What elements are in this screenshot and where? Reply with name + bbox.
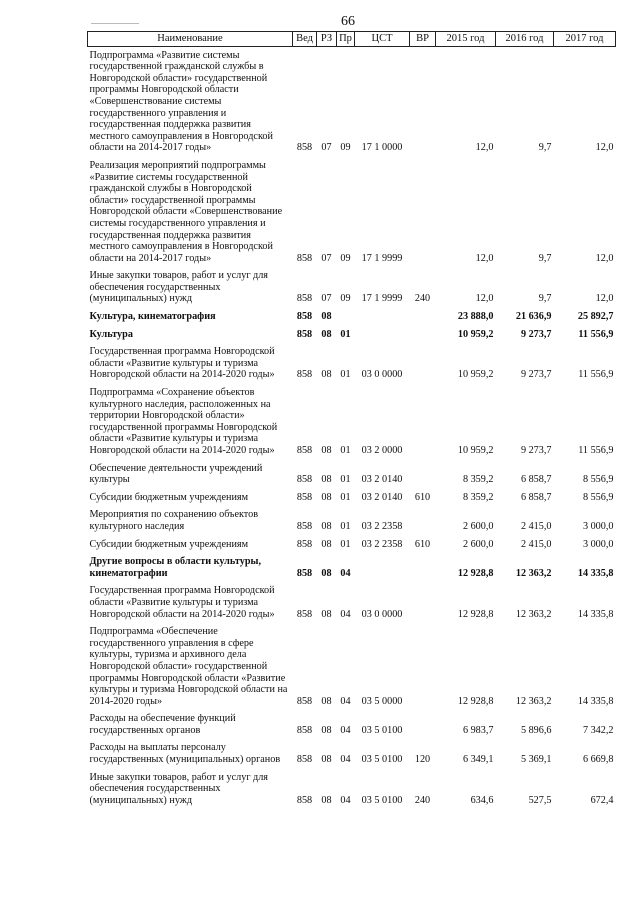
row-vr: 610 bbox=[414, 491, 431, 503]
row-pr: 01 bbox=[340, 445, 351, 456]
row-2016: 6 858,7 bbox=[520, 474, 552, 486]
table-row bbox=[88, 553, 616, 582]
row-2016: 9,7 bbox=[538, 142, 552, 154]
row-rz: 08 bbox=[321, 754, 332, 766]
row-vr: 610 bbox=[414, 538, 431, 550]
header-2016: 2016 год bbox=[496, 32, 554, 47]
row-rz: 08 bbox=[321, 369, 332, 381]
row-vr: 240 bbox=[414, 293, 431, 305]
scan-mark bbox=[91, 23, 139, 24]
row-2015: 634,6 bbox=[470, 794, 494, 806]
row-ved: 858 bbox=[296, 142, 313, 154]
header-cst: ЦСТ bbox=[355, 32, 410, 47]
row-2016: 21 636,9 bbox=[515, 311, 552, 323]
table-row bbox=[88, 308, 616, 326]
row-2017: 12,0 bbox=[595, 293, 614, 305]
row-rz: 08 bbox=[321, 445, 332, 456]
row-cst: 03 5 0100 bbox=[361, 754, 403, 766]
table-row bbox=[88, 769, 616, 810]
row-name: Другие вопросы в области культуры, кинематографии bbox=[89, 556, 262, 579]
row-vr: 240 bbox=[414, 794, 431, 806]
row-name: Мероприятия по сохранению объектов культурного наследия bbox=[89, 509, 259, 532]
row-name: Подпрограмма «Сохранение объектов культурного наследия, расположенных на территории Новгородской области» государственной программы Новгородской области «Развитие культуры и туризма Новгородской области на 2014-2020 годы» bbox=[89, 387, 278, 456]
row-name: Субсидии бюджетным учреждениям bbox=[89, 538, 249, 550]
row-pr: 09 bbox=[340, 252, 351, 264]
row-name: Культура, кинематография bbox=[89, 311, 216, 323]
table-row bbox=[88, 460, 616, 489]
row-rz: 08 bbox=[321, 695, 332, 707]
row-vr bbox=[410, 582, 436, 623]
row-vr: 120 bbox=[414, 754, 431, 766]
row-pr: 01 bbox=[340, 491, 351, 503]
row-2016: 9 273,7 bbox=[520, 445, 552, 456]
row-2017: 3 000,0 bbox=[582, 520, 614, 532]
row-2016: 5 369,1 bbox=[520, 754, 552, 766]
row-2016: 12 363,2 bbox=[515, 608, 552, 620]
row-rz: 08 bbox=[321, 311, 332, 323]
row-ved: 858 bbox=[296, 328, 313, 340]
row-rz: 08 bbox=[321, 491, 332, 503]
row-ved: 858 bbox=[296, 311, 313, 323]
row-cst bbox=[355, 308, 410, 326]
row-rz: 08 bbox=[321, 567, 332, 579]
row-2017: 11 556,9 bbox=[578, 369, 614, 381]
row-2016: 9,7 bbox=[538, 293, 552, 305]
row-pr: 04 bbox=[340, 608, 351, 620]
row-vr bbox=[410, 710, 436, 739]
row-2015: 8 359,2 bbox=[462, 491, 494, 503]
row-ved: 858 bbox=[296, 369, 313, 381]
row-name: Реализация мероприятий подпрограммы «Развитие системы государственной гражданской службы в Новгородской области» государственной программы Новгородской области «Совершенствование системы государственного управления и государственная поддержка развития местного самоуправления в Новгородской области на 2014-2017 годы» bbox=[89, 159, 283, 264]
row-cst: 03 0 0000 bbox=[361, 369, 403, 381]
row-ved: 858 bbox=[296, 293, 313, 305]
row-2015: 8 359,2 bbox=[462, 474, 494, 486]
row-2017: 3 000,0 bbox=[582, 538, 614, 550]
row-pr bbox=[337, 308, 355, 326]
row-ved: 858 bbox=[296, 724, 313, 736]
row-name: Подпрограмма «Обеспечение государственного управления в сфере культуры, туризма и архивного дела Новгородской области» государственной программы Новгородской области «Развитие культуры и туризма Новгородской области на 2014-2020 годы» bbox=[89, 626, 288, 707]
row-name: Государственная программа Новгородской области «Развитие культуры и туризма Новгородской области на 2014-2020 годы» bbox=[89, 346, 275, 381]
row-name: Обеспечение деятельности учреждений культуры bbox=[89, 462, 263, 486]
header-ved: Вед bbox=[293, 32, 317, 47]
row-2016: 6 858,7 bbox=[520, 491, 552, 503]
row-2017: 8 556,9 bbox=[582, 474, 614, 486]
row-2015: 23 888,0 bbox=[457, 311, 494, 323]
row-2016: 12 363,2 bbox=[515, 567, 552, 579]
row-2017: 8 556,9 bbox=[582, 491, 614, 503]
row-cst: 03 5 0100 bbox=[361, 724, 403, 736]
row-vr bbox=[410, 326, 436, 344]
row-name: Расходы на обеспечение функций государственных органов bbox=[89, 713, 236, 736]
row-2015: 2 600,0 bbox=[462, 520, 494, 532]
row-cst: 17 1 9999 bbox=[361, 252, 403, 264]
table-row bbox=[88, 506, 616, 535]
row-ved: 858 bbox=[296, 608, 313, 620]
row-cst: 03 2 0140 bbox=[361, 491, 403, 503]
table-row bbox=[88, 536, 616, 554]
row-2015: 12 928,8 bbox=[457, 567, 494, 579]
row-cst bbox=[355, 553, 410, 582]
header-vr: ВР bbox=[410, 32, 436, 47]
row-2017: 11 556,9 bbox=[578, 445, 614, 456]
row-2015: 6 349,1 bbox=[462, 754, 494, 766]
row-name: Государственная программа Новгородской области «Развитие культуры и туризма Новгородской области на 2014-2020 годы» bbox=[89, 585, 275, 620]
table-header bbox=[88, 32, 616, 47]
row-2015: 6 983,7 bbox=[462, 724, 494, 736]
row-cst: 03 2 2358 bbox=[361, 520, 403, 532]
row-2017: 25 892,7 bbox=[577, 311, 614, 323]
row-ved: 858 bbox=[296, 491, 313, 503]
row-2017: 12,0 bbox=[595, 142, 614, 154]
row-vr bbox=[410, 460, 436, 489]
row-vr bbox=[410, 384, 436, 460]
row-ved: 858 bbox=[296, 252, 313, 264]
row-2016: 12 363,2 bbox=[515, 695, 552, 707]
row-cst: 03 0 0000 bbox=[361, 608, 403, 620]
row-ved: 858 bbox=[296, 520, 313, 532]
row-name: Иные закупки товаров, работ и услуг для обеспечения государственных (муниципальных) нужд bbox=[89, 771, 268, 806]
row-2015: 10 959,2 bbox=[457, 328, 494, 340]
row-pr: 04 bbox=[340, 794, 351, 806]
table-row bbox=[88, 739, 616, 768]
row-pr: 04 bbox=[340, 724, 351, 736]
row-rz: 07 bbox=[321, 293, 332, 305]
table-row bbox=[88, 267, 616, 308]
row-vr bbox=[410, 46, 436, 157]
page-number: 66 bbox=[341, 14, 355, 29]
row-pr: 04 bbox=[340, 754, 351, 766]
row-2015: 12,0 bbox=[475, 142, 494, 154]
budget-table bbox=[87, 31, 616, 809]
row-cst: 03 5 0100 bbox=[361, 794, 403, 806]
row-2017: 11 556,9 bbox=[578, 328, 614, 340]
row-vr bbox=[410, 553, 436, 582]
row-name: Подпрограмма «Развитие системы государственной гражданской службы в Новгородской области» государственной программы Новгородской области «Совершенствование системы государственного управления и государственная поддержка развития местного самоуправления в Новгородской области на 2014-2017 годы» bbox=[89, 49, 273, 154]
table-row bbox=[88, 46, 616, 157]
row-2016: 9 273,7 bbox=[520, 369, 552, 381]
row-2016: 5 896,6 bbox=[520, 724, 552, 736]
row-pr: 01 bbox=[340, 369, 351, 381]
row-2016: 2 415,0 bbox=[520, 538, 552, 550]
row-rz: 08 bbox=[321, 520, 332, 532]
row-pr: 01 bbox=[340, 328, 351, 340]
row-rz: 08 bbox=[321, 538, 332, 550]
header-2017: 2017 год bbox=[554, 32, 616, 47]
row-cst: 17 1 9999 bbox=[361, 293, 403, 305]
table-row bbox=[88, 384, 616, 460]
table-row bbox=[88, 623, 616, 710]
row-ved: 858 bbox=[296, 474, 313, 486]
table-row bbox=[88, 343, 616, 384]
row-rz: 08 bbox=[321, 328, 332, 340]
row-name: Субсидии бюджетным учреждениям bbox=[89, 491, 249, 503]
row-name: Культура bbox=[89, 328, 133, 340]
row-2017: 672,4 bbox=[590, 794, 614, 806]
row-2015: 12 928,8 bbox=[457, 608, 494, 620]
row-cst: 03 2 2358 bbox=[361, 538, 403, 550]
row-cst: 03 5 0000 bbox=[361, 695, 403, 707]
header-name: Наименование bbox=[88, 32, 293, 47]
row-2017: 14 335,8 bbox=[577, 695, 614, 707]
row-2016: 2 415,0 bbox=[520, 520, 552, 532]
row-pr: 04 bbox=[340, 567, 351, 579]
table-row bbox=[88, 710, 616, 739]
row-rz: 08 bbox=[321, 474, 332, 486]
row-vr bbox=[410, 157, 436, 267]
row-cst bbox=[355, 326, 410, 344]
header-2015: 2015 год bbox=[436, 32, 496, 47]
row-2017: 14 335,8 bbox=[577, 608, 614, 620]
row-rz: 08 bbox=[321, 608, 332, 620]
row-2015: 10 959,2 bbox=[457, 369, 494, 381]
header-pr: Пр bbox=[337, 32, 355, 47]
row-ved: 858 bbox=[296, 445, 313, 456]
row-rz: 07 bbox=[321, 252, 332, 264]
row-ved: 858 bbox=[296, 754, 313, 766]
row-cst: 03 2 0140 bbox=[361, 474, 403, 486]
row-pr: 01 bbox=[340, 520, 351, 532]
row-pr: 09 bbox=[340, 293, 351, 305]
row-vr bbox=[410, 308, 436, 326]
row-2015: 10 959,2 bbox=[457, 445, 494, 456]
row-2017: 12,0 bbox=[595, 252, 614, 264]
row-vr bbox=[410, 343, 436, 384]
row-2017: 7 342,2 bbox=[582, 724, 614, 736]
table-row bbox=[88, 326, 616, 344]
row-2016: 527,5 bbox=[528, 794, 552, 806]
row-name: Иные закупки товаров, работ и услуг для обеспечения государственных (муниципальных) нужд bbox=[89, 270, 268, 305]
row-rz: 07 bbox=[321, 142, 332, 154]
row-rz: 08 bbox=[321, 794, 332, 806]
row-2016: 9,7 bbox=[538, 252, 552, 264]
row-ved: 858 bbox=[296, 567, 313, 579]
row-cst: 17 1 0000 bbox=[361, 142, 403, 154]
row-ved: 858 bbox=[296, 794, 313, 806]
row-pr: 01 bbox=[340, 474, 351, 486]
table-row bbox=[88, 157, 616, 267]
row-2015: 12,0 bbox=[475, 252, 494, 264]
row-name: Расходы на выплаты персоналу государственных (муниципальных) органов bbox=[89, 742, 281, 766]
row-2015: 2 600,0 bbox=[462, 538, 494, 550]
row-rz: 08 bbox=[321, 724, 332, 736]
row-cst: 03 2 0000 bbox=[361, 445, 403, 456]
row-ved: 858 bbox=[296, 538, 313, 550]
row-vr bbox=[410, 623, 436, 710]
table-row bbox=[88, 582, 616, 623]
table-body bbox=[88, 46, 616, 809]
header-rz: РЗ bbox=[317, 32, 337, 47]
row-pr: 04 bbox=[340, 695, 351, 707]
table-row bbox=[88, 489, 616, 507]
row-2016: 9 273,7 bbox=[520, 328, 552, 340]
row-pr: 09 bbox=[340, 142, 351, 154]
row-2017: 14 335,8 bbox=[577, 567, 614, 579]
row-pr: 01 bbox=[340, 538, 351, 550]
row-vr bbox=[410, 506, 436, 535]
row-ved: 858 bbox=[296, 695, 313, 707]
row-2017: 6 669,8 bbox=[582, 754, 614, 766]
row-2015: 12,0 bbox=[475, 293, 494, 305]
row-2015: 12 928,8 bbox=[457, 695, 494, 707]
